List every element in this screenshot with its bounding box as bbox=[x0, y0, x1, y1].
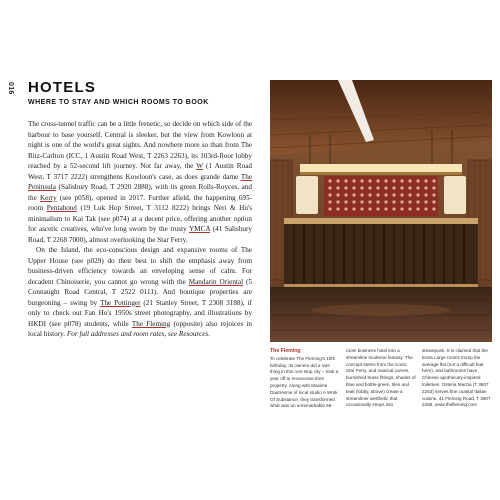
hotel-name-p1-1: W bbox=[196, 162, 203, 170]
text-run: (1 Austin Road West, T 3717 2222) strengthens Kowloon's case, as does grande dame bbox=[28, 162, 252, 181]
text-run: (Salisbury Road, T 2920 2888), with its green Rolls-Royces, and the bbox=[28, 183, 252, 202]
hotel-name-p2-3: The Pottinger bbox=[100, 298, 141, 307]
hotel-name-p1-7: Pentahotel bbox=[46, 204, 78, 212]
resources-note: For full addresses and room rates, see Resources. bbox=[66, 330, 210, 338]
page-number-left: 016 bbox=[7, 82, 14, 95]
text-run: (opposite) also rejoices in local history. bbox=[28, 319, 252, 338]
text-run: (21 Stanley Street, T 2308 3188), if only to check out Fan Ho's 1950s street photography, and illustrations by HKDI (see p078) students, while bbox=[28, 298, 252, 328]
text-run: The cross-tunnel traffic can be a little frenetic, so decide on which side of the harbour to base yourself. Central is sleeker, but the view from Kowloon at night is one of the world's great sights. And nowhere more so than from The Ritz-Carlton (ICC, 1 Austin Road West, T 2263 2263), its 103rd-floor lobby reached by a 52-second lift journey. Not far away, the bbox=[28, 120, 252, 170]
paragraph-1 bbox=[28, 119, 252, 245]
hotel-name-p1-9: YMCA bbox=[189, 225, 211, 233]
text-run: On the Island, the eco-conscious design and expansive rooms of The Upper House (see p029) do their best to shift the emphasis away from business-driven efficiency towards an enveloping sense of calm. For decadent Chinoiserie, you cannot go wrong with the bbox=[28, 246, 252, 286]
hotel-name-p2-1: Mandarin Oriental bbox=[188, 277, 244, 286]
text-run: (see p058), opened in 2017. Further afield, the happening 695-room bbox=[28, 193, 253, 212]
caption-columns bbox=[270, 348, 492, 410]
text-run: (41 Salisbury Road, T 2268 7000), almost overlooking the Star Ferry. bbox=[28, 225, 253, 244]
photo-caption bbox=[270, 348, 492, 410]
text-run: (5 Connaught Road Central, T 2522 0111). And boutique properties are burgeoning – swing by bbox=[28, 277, 252, 307]
hotel-name-p2-5: The Fleming bbox=[131, 319, 171, 328]
page-subtitle: WHERE TO STAY AND WHICH ROOMS TO BOOK bbox=[28, 99, 209, 106]
paragraph-2 bbox=[28, 245, 252, 340]
caption-text: To celebrate The Fleming's 10th birthday, its owners did a rare thing in this non-stop city – took a year off to reconceive their property. Along with Maxime Dautresme of local studio A Work Of Substance, they transformed what was an unremarkable 66-room business hotel into a streamline moderne fantasy. The concept stems from the iconic Star Ferry, and nautical curves, burnished brass fittings, shades of blue and bottle-green, tiles and teak (lobby, above) create a streamliner aesthetic that occasionally strays into steampunk. It is claimed that the Extra Large rooms trump the average flat (not a difficult feat here), and bathrooms have Chinese apothecary-inspired toiletries. Osteria Marzia (T 3607 2253) serves fine coastal Italian cuisine. 41 Fleming Road, T 3607 2288, www.thefleming.com bbox=[270, 348, 491, 409]
article bbox=[28, 80, 252, 340]
hotel-lobby-photo bbox=[270, 80, 492, 342]
text-run: (19 Luk Hop Street, T 3112 8222) brings Neri & Hu's minimalism to Kai Tak (see p074) at a decent price, offering another option for ascetic creatives, who've long sworn by the trusty bbox=[28, 204, 253, 233]
hotel-name-p1-3: The Peninsula bbox=[28, 172, 252, 191]
page-title: HOTELS bbox=[28, 79, 97, 96]
lobby-illustration bbox=[270, 80, 492, 342]
hotel-name-p1-5: Kerry bbox=[39, 193, 57, 202]
article-body bbox=[28, 119, 252, 340]
caption-title: The Fleming bbox=[270, 348, 301, 354]
